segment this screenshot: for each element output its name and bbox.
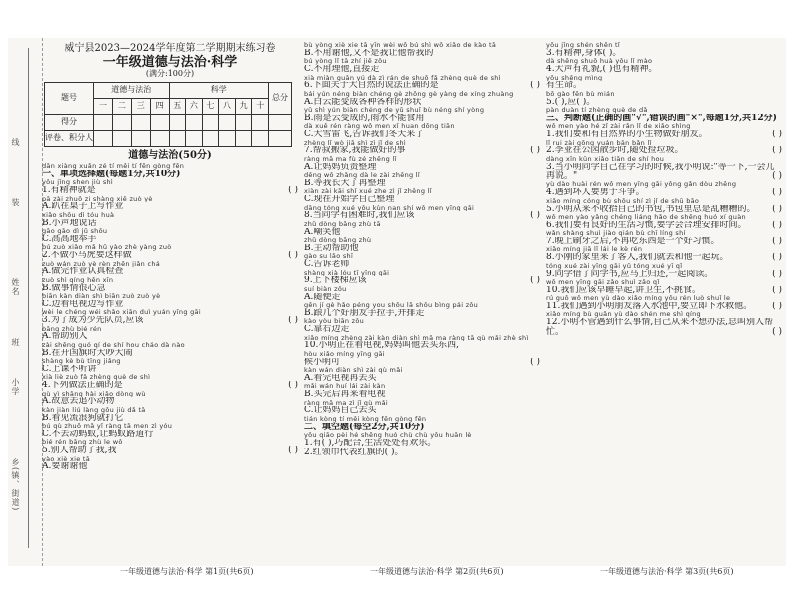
score-table-total: 总分 [269,82,292,114]
binding-label-school: 小学 [11,378,20,396]
answer-blank[interactable]: ( ) [772,220,782,230]
pinyin: wèi le chéng wéi shǎo xiān duì yuán yīng gāi [42,309,201,317]
option: C.大雪雷飞,告诉我们冬天来了 [304,130,425,140]
answer-blank[interactable]: ( ) [530,276,540,286]
score-col-10: 十 [252,98,269,114]
score-col-9: 九 [235,98,252,114]
score-col-7: 七 [202,98,219,114]
binding-label-line: 线 [11,138,20,147]
judge-12: 12.小明不管遇到什么事情,自己从来不想办法,总叫别人帮忙。 [546,318,774,337]
score-table-moral: 道德与法治 [94,82,170,98]
answer-blank[interactable]: ( ) [772,237,782,246]
score-col-2: 二 [112,98,131,114]
page-footer-2: 一年级道德与法治·科学 第2页(共6页) [370,567,504,576]
score-col-6: 六 [186,98,203,114]
pinyin: bù yòng xiè xie tā yīn wèi wǒ bú shì wǒ xiǎo de kào tā [304,42,497,49]
pinyin: tóng xué zài yīng gāi yǔ tóng xué yī qǐ [546,262,683,270]
answer-blank[interactable]: ( ) [530,211,540,221]
option: A.要谢谢他 [42,462,88,472]
question-4: 4.下列做法正确的是 [42,381,123,391]
pinyin: yǔ shì yún biàn chéng de yǔ shuǐ bù néng shí yòng [304,107,485,114]
answer-blank[interactable]: ( ) [772,269,782,279]
option: C.现在开始学自己整理 [304,195,395,205]
option: A.趴在桌子上写作业 [42,202,124,212]
answer-blank[interactable]: ( ) [772,302,782,311]
answer-blank[interactable]: ( ) [288,316,298,326]
fill-question-1: 1.有( ),巧配合,生活处处有欢乐。 [304,438,437,448]
fill-question-4: 4.大声有礼貌,( )也有精神。 [546,65,658,75]
judge-2: 2.李亚在公园散步时,随处捡垃圾。 [546,146,684,156]
pinyin: yù dào huài rén wǒ men yīng gāi yǒng gǎn dòu zhēng [546,181,737,189]
pinyin: wǒ men yào yǎng chéng liáng hǎo de shēng huó xí guàn [546,213,746,221]
judge-5: 5.小明从来不收拾自己的书包,书包里总是乱糟糟的。 [546,204,756,214]
binding-line [28,48,30,548]
pinyin: xiǎo míng zhèng zài kàn diàn shì mā ma ràng tā qù mǎi zhè shì [304,334,529,342]
judge-8: 8.小刚的家里来了客人,我们就去和他一起玩。 [546,253,729,263]
option: C.边看电视边写作业 [42,299,124,309]
pinyin: biān kàn diàn shì biān zuò zuò yè [42,293,161,300]
pinyin: děng wǒ zhǎng dà le zài zhěng lǐ [304,172,420,179]
option: B.买完后再来看电视 [304,390,386,400]
pinyin: pā zài zhuō zi shàng xiě zuò yè [42,195,153,203]
fill-question-5: 5.( ),应( )。 [546,97,596,107]
pinyin: shàng xià lóu tī yīng gāi [304,269,390,277]
option: A.让妈妈负责整理 [304,162,377,172]
pinyin: xiǎo míng cóng bù shōu shí zì jǐ de shū bāo [546,197,700,205]
pinyin: gāo gāo dì jǔ shǒu [42,228,108,235]
pinyin: wǒ men yīng gāi zǎo shuì zǎo qǐ [546,278,660,286]
judge-4: 4.遇到坏人要勇于斗争。 [546,188,645,198]
question-9: 9.上下楼梯应该 [304,276,367,286]
judge-10: 10.我们应该早睡早起,讲卫生,不挑食。 [546,285,702,295]
column-2 [304,42,540,458]
pinyin: shàng kè bù tīng jiǎng [42,358,121,365]
column-1 [42,42,298,472]
pinyin: yǒu shēng mìng [546,74,603,82]
pinyin: dà shēng shuō huà yǒu lǐ mào [546,58,653,66]
answer-blank[interactable]: ( ) [772,188,782,198]
option: B.跟几个好朋友手拉手,并排走 [304,308,425,318]
score-table [44,82,292,147]
judge-3: 3.当小明同学自己在学习的时候,我小明说:"等一下,一会儿再说。" [546,162,775,181]
binding-label-town: 乡(镇、街道) [11,458,20,512]
pinyin: dān xiàng xuǎn zé tí měi tí fēn gòng fēn [42,163,185,170]
binding-label-name: 姓名 [11,278,20,296]
pinyin: gēn jí gè hǎo péng you shǒu lā shǒu bìng pái zǒu [304,302,479,309]
pinyin: tián kòng tí měi kòng fēn gòng fēn [304,415,427,423]
question-10-cont: 候小明可 [304,357,341,367]
option: A.做完作业认真检查 [42,267,124,277]
pinyin: suí biàn zǒu [304,285,347,293]
option: B.在升国旗时大吵大闹 [42,348,133,358]
pinyin: lǐ rui zài gōng yuán bān bǎn lǐ [546,139,652,147]
score-col-3: 三 [131,98,150,114]
pinyin: gù yì shāng hài xiǎo dòng wù [42,390,146,398]
pinyin: xiǎo míng bù guǎn yù dào shén me shì qíng [546,311,701,319]
question-7: 7.帮叔搬家,我能做好的事 [304,146,406,156]
option: B.做事情很心急 [42,283,106,293]
pinyin: zuò shì qíng hěn xīn [42,276,114,284]
pinyin: zhǔ dòng bāng zhù tā [304,220,381,228]
option: A.看完电视再去买 [304,373,377,383]
option: C.靠右边走 [304,325,350,335]
grader-row-label: 评卷、积分人 [45,130,94,146]
answer-blank[interactable]: ( ) [772,130,782,140]
pinyin: xiàn zài kāi shǐ xué zhe zì jǐ zhěng lǐ [304,188,432,196]
answer-blank[interactable]: ( ) [772,204,782,214]
score-table-science: 科学 [169,82,269,98]
pinyin: dàng xīn kūn xiǎo tiān de shí hou [546,155,665,163]
option: C.不去动蚂蚁,让蚂蚁路道行 [42,429,154,439]
fill-question-4-cont: 有生命。 [546,81,583,91]
pinyin: kàn wán diàn shì zài qù mǎi [304,367,403,374]
question-5: 5.别人帮助了我,我 [42,446,117,456]
binding-label-class: 班 [11,338,20,347]
option: B.看见流浪狗就打它 [42,413,124,423]
pinyin: hòu xiǎo míng yīng gāi [304,350,385,358]
answer-blank[interactable]: ( ) [530,81,540,91]
pinyin: bāng zhù bié rén [42,325,102,333]
option: C.不用理他,直接走 [304,65,380,75]
pinyin: dāng tóng xué yǒu kùn nan shí wǒ men yīng gāi [304,204,475,212]
answer-blank[interactable]: ( ) [288,446,298,456]
answer-blank[interactable]: ( ) [772,146,782,156]
answer-blank[interactable]: ( ) [772,171,782,181]
option: A.嘲笑他 [304,227,341,237]
option: C.告诉老师 [304,260,350,270]
answer-blank[interactable]: ( ) [530,357,540,367]
part-title-fill: 二、填空题(每空2分,共10分) [304,422,425,432]
pinyin: yǒu jīng shen jiù shì [42,179,114,187]
pinyin: zuò wán zuò yè rèn zhēn jiǎn chá [42,260,161,268]
pinyin: wǒ men yào hé zǐ zài rǎn lǐ de xiǎo shìng [546,123,691,131]
option: B.主动帮助他 [304,243,359,253]
answer-blank[interactable]: ( ) [288,251,298,261]
option: B.不用谢他,又不是我让他帮我的 [304,48,434,58]
pinyin: xiǎo shǒu dì tóu huà [42,211,115,219]
answer-blank[interactable]: ( ) [288,381,298,391]
pinyin: zhǔ dòng bāng zhù [304,237,372,244]
pinyin: wǎn shàng shuì jiào qián bù chī líng shí [546,230,686,237]
exam-school-year: 威宁县2023—2024学年度第二学期期末练习卷 [64,43,276,54]
option: C.让妈妈自己去买 [304,406,377,416]
fill-question-2: 2.红领巾代表红旗的( )。 [304,448,404,458]
pinyin: bú qù zhuō mǎ yǐ ràng tā men zì yóu [42,423,173,430]
fill-question-3: 3.有精神,身体( )。 [546,48,622,58]
judge-9: 9.同学借了同学书,应马上归还,一起阅读。 [546,269,714,279]
pinyin: rú guǒ wǒ men yù dào xiǎo míng yǒu rén luò shuǐ le [546,295,731,302]
judge-7: 7.晚上刷牙之后,不再吃东西是一个好习惯。 [546,237,720,246]
pinyin: kàn jiàn liú làng gǒu jiù dǎ tā [42,406,146,414]
pinyin: dà xuě rén ràng wǒ men xǐ huan dōng tiān [304,123,455,131]
question-1: 1.有精神就是 [42,186,96,196]
pinyin: zhèng lǐ wò jiā shì zì jǐ de shì [304,139,406,147]
score-col-5: 五 [169,98,186,114]
pinyin: yào xiè xie tā [42,455,91,463]
option: A.故意去追小动物 [42,397,115,407]
question-8: 8.当同学有困难时,我们应该 [304,211,415,221]
judge-11: 11.我们遇到小明朋友落入水池中,要立即下水救他。 [546,302,753,311]
judge-1: 1.我们要和有自然界的小生物做好朋友。 [546,130,708,140]
pinyin: bú yòng lǐ tā zhí jiē zǒu [304,58,387,66]
question-2: 2.不做小马虎要这样做 [42,251,132,261]
score-col-8: 八 [219,98,236,114]
option: C.高高地举手 [42,234,97,244]
pinyin: zài shēng guó qí de shí hou cháo dà nào [42,341,185,349]
option: A.白云能变成各种各样的形状 [304,97,422,107]
option: B.小声地说话 [42,218,97,228]
answer-blank[interactable]: ( ) [772,285,782,295]
answer-blank[interactable]: ( ) [772,326,782,337]
pinyin: pàn duàn tí zhèng què de dǎ [546,107,648,114]
question-6: 6.下面关于大自然的说法正确的是 [304,81,439,91]
exam-title: 一年级道德与法治·科学 [102,54,238,70]
section-title-moral: 道德与法治(50分) [128,149,212,161]
option: B.雨是云变成的,雨水不能食用 [304,113,425,123]
exam-full-score: (满分:100分) [145,69,195,79]
question-10: 10.小明正在看电视,妈妈叫他去买东西, [304,341,460,351]
judge-6: 6.我们要有良好的生活习惯,要学会合理安排时间。 [546,220,747,230]
score-col-4: 四 [150,98,169,114]
option: C.上课不听讲 [42,364,97,374]
pinyin: ràng mā ma fù zé zhěng lǐ [304,155,397,163]
answer-blank[interactable]: ( ) [530,146,540,156]
pinyin: bú zuò xiǎo mǎ hǔ yào zhè yàng zuò [42,244,172,252]
part-title-choice: 一、单项选择题(每题1分,共10分) [42,169,181,179]
pinyin: xià miàn guān yú dà zì rán de shuō fǎ zhèng què de shì [304,74,501,82]
page-footer-3: 一年级道德与法治·科学 第3页(共6页) [600,567,734,576]
column-3 [546,42,782,337]
score-col-1: 一 [94,98,113,114]
option: A.随便走 [304,292,341,302]
pinyin: bō gào fēn bù mián [546,90,615,98]
pinyin: yǒu jīng shén shēn tǐ [546,42,620,49]
question-3: 3.为了成为少先队员,应该 [42,316,144,326]
pinyin: bié rén bāng zhù le wǒ [42,439,123,447]
option: A.帮助别人 [42,332,88,342]
pinyin: bái yún néng biàn chéng gè zhǒng gè yàng de xíng zhuàng [304,90,514,98]
pinyin: xiǎo míng jiā lǐ lái le kè rén [546,246,643,254]
binding-label-bind: 装 [11,198,20,207]
page-footer-1: 一年级道德与法治·科学 第1页(共6页) [120,567,254,576]
binding-margin [8,38,43,566]
pinyin: kào yòu biān zǒu [304,318,365,326]
score-table-header: 题号 [45,82,94,114]
part-title-judge: 三、判断题(正确的画"√",错误的画"×",每题1分,共12分) [546,113,777,123]
pinyin: mǎi wán huí lái zài kàn [304,383,386,391]
pinyin: gào su lǎo shī [304,253,354,261]
pinyin: ràng mā ma zì jǐ qù mǎi [304,399,389,407]
pinyin: xià liè zuò fǎ zhèng què de shì [42,374,151,382]
answer-blank[interactable]: ( ) [772,253,782,263]
option: B.等我长大了再整理 [304,178,386,188]
answer-blank[interactable]: ( ) [288,186,298,196]
pinyin: yǒu qiāo pèi hé shēng huó chù chù yǒu huān lè [304,432,472,439]
score-row-label: 得分 [45,114,94,130]
